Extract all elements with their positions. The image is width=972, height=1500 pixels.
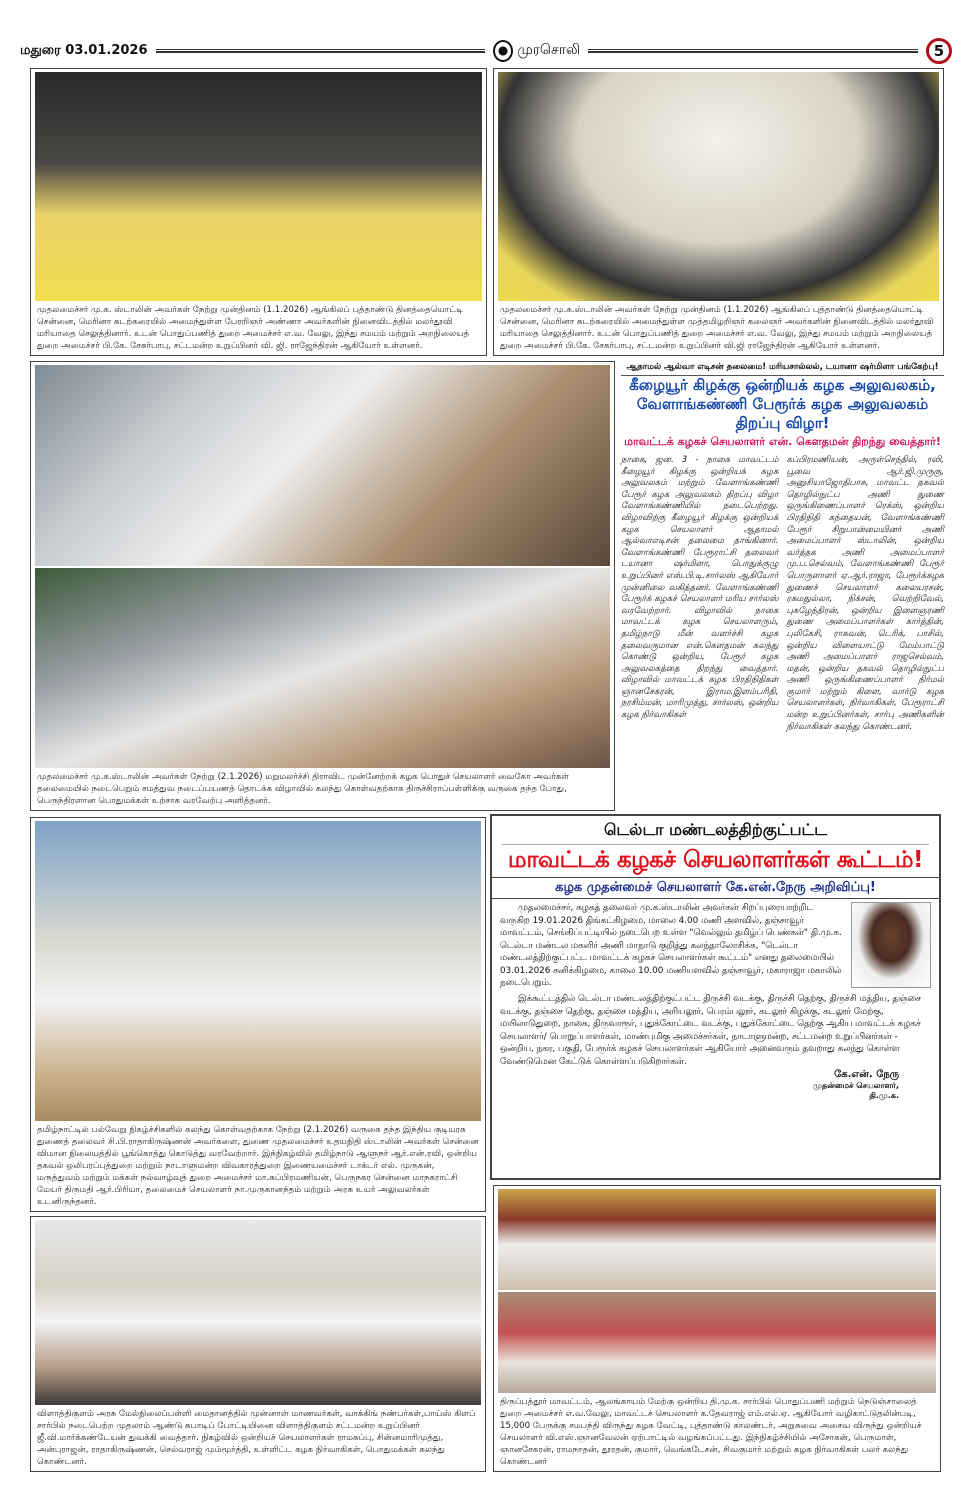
photo-caption: முதலமைச்சர் மு.க. ஸ்டாலின் அவர்கள் நேற்று முன்தினம் (1.1.2026) ஆங்கிலப் புத்தாண்டு தினத்தையொட்டி சென்னை, மெரினா கடற்கரையில் அமைந்துள்ள பேரறிஞர் அண்ணா அவர்களின் நினைவிடத்தில் மலர்தூவி மரியாதை செலுத்தினார். உடன் பொதுப்பணித் துறை அமைச்சர் எ.வ. வேலு, இந்து சமயம் மற்றும் அறநிலையத் துறை அமைச்சர் பி.கே. சேகர்பாபு, சட்டமன்ற உறுப்பினர் வி. ஜி. ராஜேந்திரன் ஆகியோர் உள்ளனர். [37,305,470,351]
notice-title: மாவட்டக் கழகச் செயலாளர்கள் கூட்டம்! [502,844,929,874]
article-subhead: மாவட்டக் கழகச் செயலாளர் என். கௌதமன் திறந்து வைத்தார்! [624,435,941,448]
photo-caption: திருப்பத்தூர் மாவட்டம், ஆலங்காயம் மேற்கு ஒன்றிய தி.மு.க. சார்பில் பொதுப்பணி மற்றும் நெடுஞ்சாலைத் துறை அமைச்சர் எ.வ.வேலு, மாவட்டச் செயலாளர் க.தேவராஜ் எம்.எல்.ஏ. ஆகியோர் வழிகாட்டுதலின்படி, 15,000 பேருக்கு சமபந்தி விருந்து கழக வேட்டி, புத்தாண்டு காலண்டர், அறுசுவை அசைவ விருந்து ஒன்றியச் செயலாளர் வி.எஸ்.ஞானவேலன் ஏற்பாட்டில் வழங்கப்பட்டது. இந்நிகழ்ச்சியில் அசோகன், பெருமாள், ஞானசேகரன், ராமநாதன், தூரதன், குமார், வெங்கடேசன், சிவகுமார் மற்றும் கழக நிர்வாகிகள் பலர் கலந்து கொண்டனர் [500,1397,922,1467]
portrait-photo [851,902,931,988]
photo-story-feast [493,1185,941,1472]
signature-title: முதன்மைச் செயலாளர், [813,1081,899,1090]
announcement-notice [490,814,941,1180]
header-rule [588,49,918,53]
photo [35,821,481,1121]
article-body [621,455,944,733]
photo [498,1189,936,1290]
page-header [20,38,952,64]
murasoli-logo-icon [493,40,513,62]
photo [35,365,610,566]
signature-name: கே.என். நேரு [834,1069,899,1080]
signature-party: தி.மு.க. [869,1091,899,1100]
article-kicker: ஆதாமல் ஆல்வா எடிசன் தலைமை! மரியசால்லல், டயானா ஷர்மிளா பங்கேற்பு! [621,362,944,376]
notice-paragraph: இக்கூட்டத்தில் டெல்டா மண்டலத்திற்குட்பட்ட திருச்சி வடக்கு, திருச்சி தெற்கு, திருச்சி மத்திய, தஞ்சை வடக்கு, தஞ்சை தெற்கு, தஞ்சை மத்திய, அரியலூர், பெரம்பலூர், கடலூர் கிழக்கு, கடலூர் மேற்கு, மயிலாடுதுறை, நாகை, திருவாரூர், புதுக்கோட்டை வடக்கு, புதுக்கோட்டை தெற்கு ஆகிய மாவட்டக் கழகச் செயலாளர்/ பொறுப்பாளர்கள், மாண்புமிகு அமைச்சர்கள், நாடாளுமன்ற, சட்டமன்ற உறுப்பினர்கள் - ஒன்றிய, நகர, பகுதி, பேரூர்க் கழகச் செயலாளர்கள் ஆகியோர் அனைவரும் தவறாது கலந்து கொள்ள வேண்டுமென கேட்டுக் கொள்ளப்படுகிறார்கள். [500,994,921,1067]
page-number: 5 [926,38,952,64]
photo-caption: தமிழ்நாட்டில் பல்வேறு நிகழ்ச்சிகளில் கலந்து கொள்வதற்காக நேற்று (2.1.2026) வருகை தந்த இந்திய குடியரசு துணைத் தலைவர் சி.பி.ராதாகிருஷ்ணன் அவர்களை, துணை முதலமைச்சர் உதயநிதி ஸ்டாலின் அவர்கள் சென்னை விமான நிலையத்தில் பூங்கொத்து கொடுத்து வரவேற்றார். இந்நிகழ்வில் தமிழ்நாடு ஆளுநர் ஆர்.என்.ரவி, ஒன்றிய தகவல் ஒலிபரப்புத்துறை மற்றும் நாடாளுமன்ற விவகாரத்துறை இணையமைச்சர் டாக்டர் எல். முருகன், மருத்துவம் மற்றும் மக்கள் நல்வாழ்வுத் துறை அமைச்சர் மா.சுப்பிரமணியன், பெருநகர சென்னை மாநகராட்சி மேயர் திருமதி ஆர்.பிரியா, தலைமைச் செயலாளர் நா.முருகானந்தம் மற்றும் அரசு உயர் அலுவலர்கள் உடனிருந்தனர். [37,1125,479,1207]
masthead [493,40,580,62]
photo-caption: விளாத்திகுளம் அரசு மேல்நிலைப்பள்ளி மைதானத்தில் முன்னாள் மாணவர்கள், வாக்கிங் நண்பர்கள்,பாய்ஸ் கிளப் சார்பில் நடைபெற்ற முதலாம் ஆண்டு கபாடிப் போட்டியினை விளாத்திகுளம் சட்டமன்ற உறுப்பினர் ஜீ.வி.மார்க்கண்டேயன் துவக்கி வைத்தார். நிகழ்வில் ஒன்றியச் செயலாளர்கள் ராமசுப்பு, சின்னமாரிமுத்து, அன்புராஜன், ராதாகிருஷ்ணன், செல்வராஜ் மும்மூர்த்தி, உள்ளிட்ட கழக நிர்வாகிகள், பொதுமக்கள் கலந்து கொண்டனர். [37,1409,476,1467]
photo [35,72,482,301]
photo-story-anna-memorial [30,68,487,356]
photo [35,1220,481,1405]
photo [498,1292,936,1393]
photo-story-kabaddi [30,1216,486,1472]
article-column-1: நாகை, ஜன. 3 - நாகை மாவட்டம் கீழையூர் கிழக்கு ஒன்றியக் கழக அலுவலகம் மற்றும் வேளாங்கண்ணி பேரூர் கழக அலுவலகம் திறப்பு விழா வேளாங்கண்ணியில் நடைபெற்றது. விழாவிற்கு கீழையூர் கிழக்கு ஒன்றியக் கழக செயலாளர் ஆதாமல் ஆல்வாஎடிசன் தலைமை தாங்கினார். வேளாங்கண்ணி பேரூராட்சி தலைவர் டயானா ஷர்மிளா, பொதுக்குழு உறுப்பினர் எஸ்.பி.டி.சார்லஸ் ஆகியோர் முன்னிலை வகித்தனர். வேளாங்கண்ணி பேரூர்க் கழகச் செயலாளர் மரிய சார்லஸ் வரவேற்றார். விழாவில் நாகை மாவட்டக் கழக செயலாளரும், தமிழ்நாடு மீன் வளர்ச்சி கழக தலைவருமான என்.கௌதமன் கலந்து கொண்டு ஒன்றிய, பேரூர் கழக அலுவலகத்தை திறந்து வைத்தார். விழாவில் மாவட்டக் கழக பிரதிநிதிகள் ஞானசேகரன், இராம.இளம்பரிதி, நரசிம்மன், மாரிமுத்து, சார்லஸ், ஒன்றிய கழக நிர்வாகிகள் [621,455,779,721]
masthead-title: முரசொலி [517,42,581,58]
photo [35,568,610,769]
header-rule [156,49,486,53]
photo-caption: முதலமைச்சர் மு.க.ஸ்டாலின் அவர்கள் நேற்று (2.1.2026) மறுமலர்ச்சி திராவிட முன்னேற்றக் கழக பொதுச் செயலாளர் வைகோ அவர்கள் தலைமையில் நடைபெறும் சமத்துவ நடைப்பயணத் தொடக்க விழாவில் கலந்து கொள்வதற்காக திருச்சிராப்பள்ளிக்கு வருகை தந்த போது, பெருந்திரளான பொதுமக்கள் உற்சாக வரவேற்பு அளித்தனர். [37,772,569,806]
photo-story-kalaignar-memorial [493,68,944,356]
photo [498,72,939,301]
notice-signature [492,1069,939,1101]
photo-story-vice-president-welcome [30,817,486,1212]
photo-caption: முதலமைச்சர் மு.க.ஸ்டாலின் அவர்கள் நேற்று முன்தினம் (1.1.2026) ஆங்கிலப் புத்தாண்டு தினத்தையொட்டி சென்னை, மெரினா கடற்கரையில் அமைந்துள்ள முத்தமிழறிஞர் கலைஞர் அவர்களின் நினைவிடத்தில் மலர்தூவி மரியாதை செலுத்தினார். உடன் பொதுப்பணித் துறை அமைச்சர் எ.வ. வேலு, இந்து சமயம் மற்றும் அறநிலையத் துறை அமைச்சர் பி.கே. சேகர்பாபு, சட்டமன்ற உறுப்பினர் வி.ஜி ராஜேந்திரன் ஆகியோர் உள்ளனர். [500,305,934,351]
article-headline: கீழையூர் கிழக்கு ஒன்றியக் கழக அலுவலகம், வேளாங்கண்ணி பேரூர்க் கழக அலுவலகம் திறப்பு விழா! [629,376,936,432]
photo-story-trichy-welcome [30,361,615,811]
notice-top: டெல்டா மண்டலத்திற்குட்பட்ட [603,820,828,839]
notice-subtitle: கழக முதன்மைச் செயலாளர் கே.என்.நேரு அறிவிப்பு! [492,877,939,899]
city-date: மதுரை 03.01.2026 [20,43,148,58]
notice-paragraph: முதலமைச்சர், கழகத் தலைவர் மு.க.ஸ்டாலின் அவர்கள் சிறப்புரையாற்றிட வருகிற 19.01.2026 திங்கட்கிழமை, மாலை 4.00 மணி அளவில், தஞ்சாவூர் மாவட்டம், செங்கிப்பட்டியில் நடைபெற உள்ள "வெல்லும் தமிழ்ப் பெண்கள்" தி.மு.க. டெல்டா மண்டல மகளிர் அணி மாநாடு குறித்து கலந்தாலோசிக்க, "டெல்டா மண்டலத்திற்குட்பட்ட மாவட்டக் கழகச் செயலாளர்கள் கூட்டம்" எனது தலைமையில் 03.01.2026 சனிக்கிழமை, காலை 10.00 மணியளவில் தஞ்சாவூர், மகாராஜா மகாலில் நடைபெறும். [500,903,842,988]
news-article [621,362,944,810]
article-column-2: கப்பிரமணியன், அருள்செந்தில், ரவி, பூவை ஆர்.ஜி.முருகு, அனுசியாஜோதிபாசு, மாவட்ட தகவல் தொழில்நுட்ப அணி துணை ஒருங்கிணைப்பாளர் ரெக்ஸ், ஒன்றிய பிரதிநிதி கந்தையன், வேளாங்கண்ணி பேரூர் சிறுபான்மையினர் அணி அமைப்பாளர் ஸ்டாலின், ஒன்றிய வர்த்தக அணி அமைப்பாளர் மு.ப.செல்வம், வேளாங்கண்ணி பேரூர் பொருளாளர் ஏ.ஆர்.ராஜா, பேரூர்க்கழக துணைச் செயலாளர் கலையரசன், ரகமதுல்லா, நிக்சன், வெற்றிவேல், புகழேந்திரன், ஒன்றிய இளைஞரணி துணை அமைப்பாளர்கள் கார்த்தின், புலிகேசி, ராகவன், டெரிக், பாசில், ஒன்றிய விளையாட்டு மேம்பாட்டு அணி அமைப்பாளர் ராஜசெல்வம், மதன், ஒன்றிய தகவல் தொழில்நுட்ப அணி ஒருங்கிணைப்பாளர் நிர்மல் குமார் மற்றும் கிளை, வார்டு கழக செயலாளர்கள், நிர்வாகிகள், பேரூராட்சி மன்ற உறுப்பினர்கள், சார்பு அணிகளின் நிர்வாகிகள் கலந்து கொண்டனர். [786,455,944,732]
